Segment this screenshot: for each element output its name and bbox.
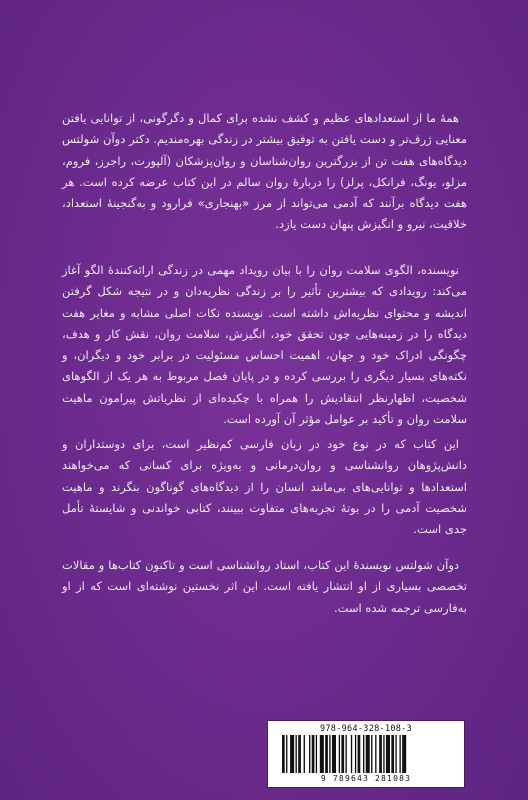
blurb-paragraph-3 [62, 434, 467, 540]
barcode-stripe [309, 735, 310, 773]
barcode-stripe [358, 735, 361, 773]
barcode-bars [282, 735, 450, 773]
barcode-stripe [304, 735, 305, 773]
barcode-stripe [290, 735, 294, 773]
barcode-stripe [371, 735, 372, 773]
barcode-stripe [286, 735, 287, 773]
barcode-stripe [395, 735, 396, 773]
barcode-stripe [282, 735, 285, 773]
blurb-text-2: نویسنده، الگوی سلامت روان را با بیان رویداد مهمی در زندگی ارائه‌کنندهٔ الگو آغاز می‌کند: رویدادی که بیشترین تأثیر را بر زندگی نظریه‌دان و در نتیجه شکل گرفتن اندیشه و محتوای نظریه‌اش داشته است. نویسنده نکات اصلی مشابه و مغایر هفت دیدگاه را در زمینه‌هایی چون تحقق خود، انگیزش، سلامت روان، نقش کار و هدف، چگونگی ادراک خود و جهان، اهمیت احساس مسئولیت در برابر خود و دیگران، و نکته‌های بسیار دیگری را بررسی کرده و در پایان فصل مربوط به هر یک از الگوهای شخصیت، اظهارنظر انتقادیش را همراه با چکیده‌ای از نظریاتش پیرامون ماهیت سلامت روان و تأکید بر عوامل مؤثر آن آورده است. [62, 263, 467, 427]
barcode-stripe [329, 735, 330, 773]
barcode-stripe [341, 735, 344, 773]
blurb-paragraph-2 [62, 260, 467, 430]
barcode-stripe [312, 735, 315, 773]
barcode-stripe [375, 735, 376, 773]
isbn-digits: 9 789643 281083 [320, 774, 412, 783]
barcode-stripe [363, 735, 364, 773]
barcode-stripe [332, 735, 336, 773]
barcode-stripe [325, 735, 328, 773]
barcode-stripe [355, 735, 356, 773]
blurb-text-4: دوآن شولتس نویسندهٔ این کتاب، استاد روانشناسی است و تاکنون کتاب‌ها و مقالات تخصصی بسیاری از او انتشار یافته است. این اثر نخستین نوشته‌ای است که از او به‌فارسی ترجمه شده است. [62, 558, 467, 615]
isbn-barcode [267, 720, 465, 788]
barcode-stripe [345, 735, 346, 773]
blurb-paragraph-1 [62, 108, 467, 236]
barcode-stripe [399, 735, 400, 773]
barcode-stripe [316, 735, 317, 773]
barcode-stripe [391, 735, 394, 773]
barcode-stripe [298, 735, 301, 773]
barcode-stripe [386, 735, 390, 773]
barcode-stripe [339, 735, 340, 773]
blurb-text-1: همهٔ ما از استعدادهای عظیم و کشف نشده برای کمال و دگرگونی، از توانایی یافتن معنایی ژرف‌تر و دست یافتن به توفیق بیشتر در زندگی بهره‌مندیم. دکتر دوآن شولتس دیدگاه‌های هفت تن از بزرگترین روان‌شناسان و روان‌پزشکان (آلپورت، راجرز، فروم، مزلو، یونگ، فرانکل، پرلز) را دربارهٔ روان سالم در این کتاب عرضه کرده است. هر هفت دیدگاه برآنند که آدمی می‌تواند از مرز «بهنجاری» فرارود و به‌گنجینهٔ استعداد، خلاقیت، نیرو و انگیزش پنهان دست یازد. [62, 111, 467, 232]
barcode-stripe [379, 735, 382, 773]
barcode-stripe [296, 735, 297, 773]
barcode-stripe [402, 735, 406, 773]
barcode-stripe [383, 735, 384, 773]
isbn-label: 978-964-328-108-3 [319, 724, 413, 734]
barcode-stripe [366, 735, 370, 773]
barcode-stripe [351, 735, 352, 773]
barcode-stripe [320, 735, 324, 773]
blurb-paragraph-4 [62, 555, 467, 619]
blurb-text-3: این کتاب که در نوع خود در زبان فارسی کم‌نظیر است، برای دوستداران و دانش‌پژوهان روانشناسی و روان‌درمانی و به‌ویژه برای کسانی که می‌خواهند استعدادها و توانایی‌های بی‌مانند انسان را از دیدگاه‌های گوناگون بنگرند و ماهیت شخصیت آدمی را در بوتهٔ تجربه‌های متفاوت ببینند، کتابی خواندنی و شایستهٔ تأمل جدی است. [62, 437, 467, 537]
